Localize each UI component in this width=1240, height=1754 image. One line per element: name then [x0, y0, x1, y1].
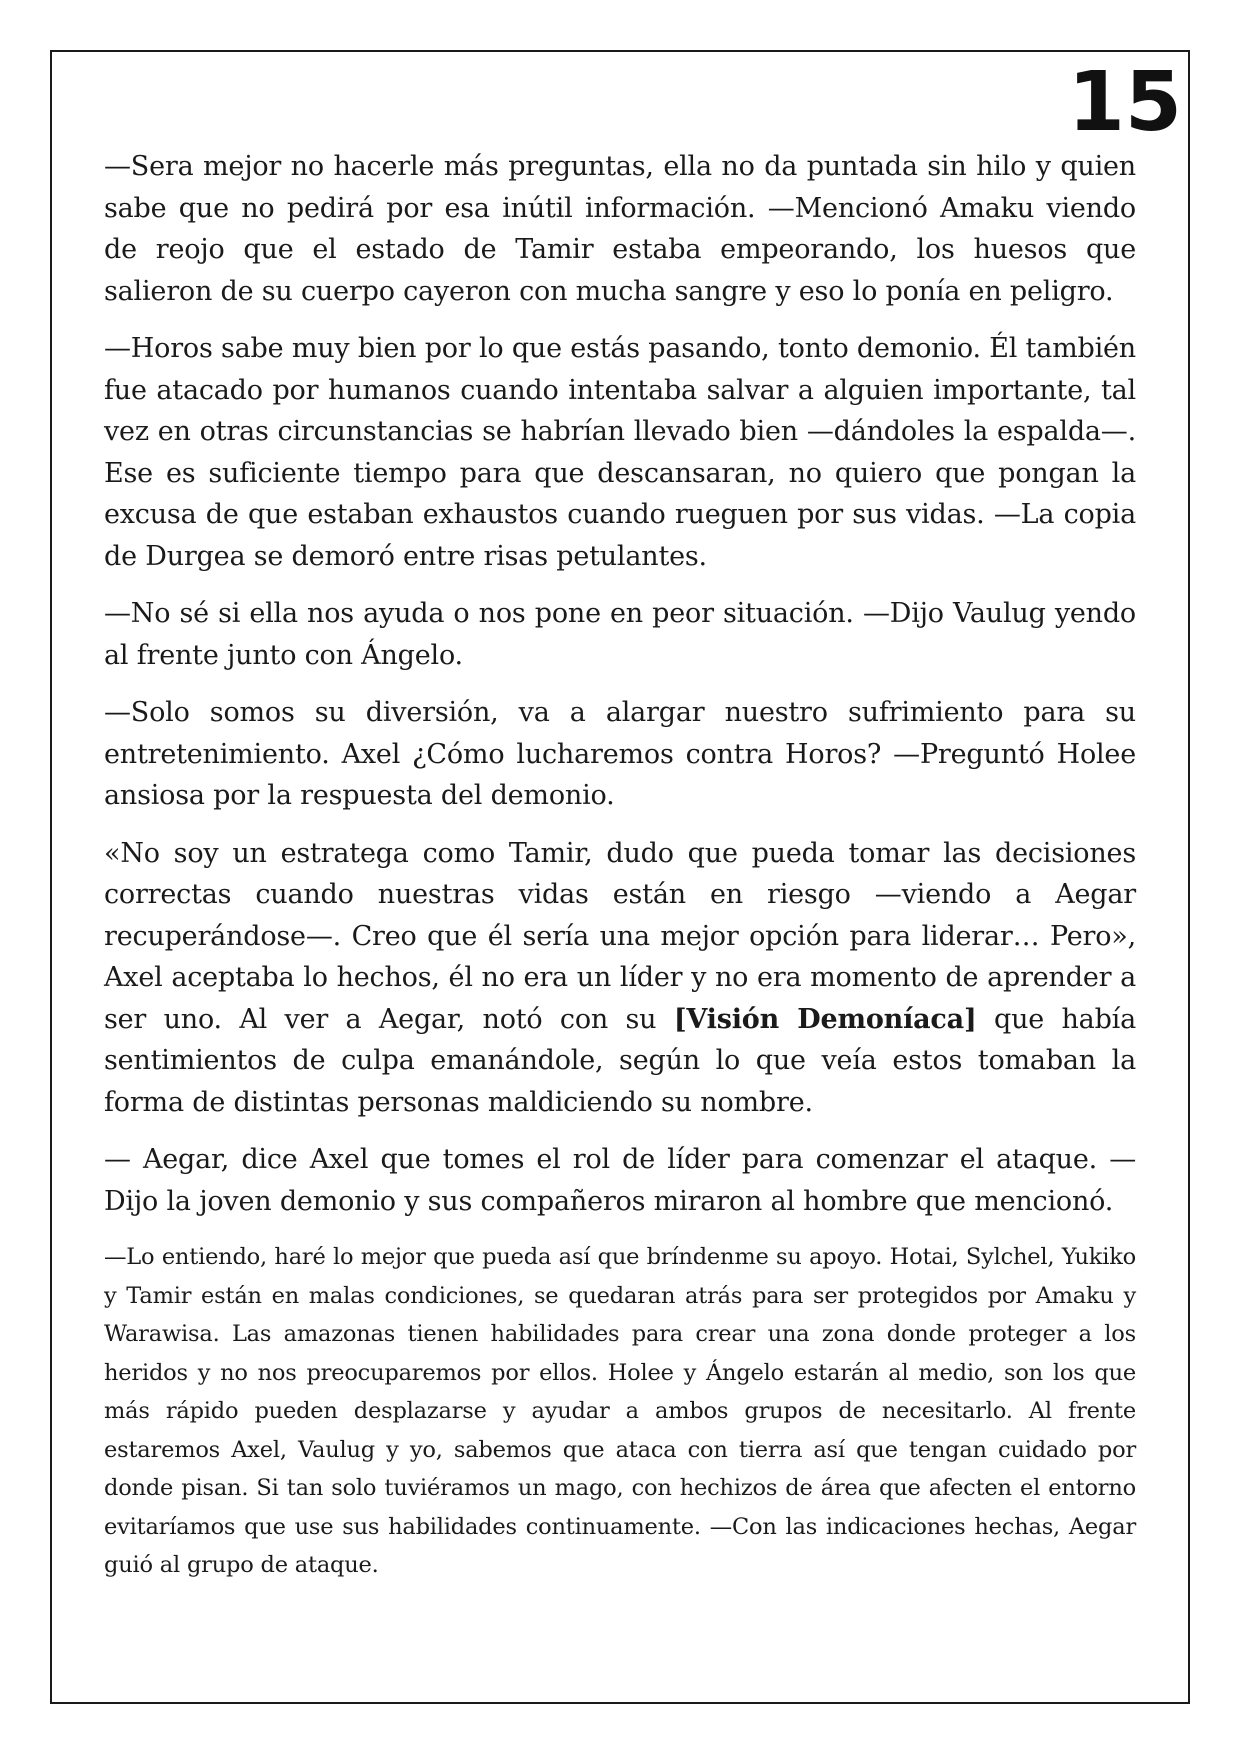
paragraph-5-text-before: «No soy un estratega como Tamir, dudo que pueda tomar las decisiones correctas cuando nuestras vidas están en riesgo —viendo a Aegar recuperándose—. Creo que él sería una mejor opción para liderar… Pero», Axel aceptaba lo hechos, él no era un líder y no era momento de aprender a ser uno. Al ver a Aegar, notó con su [104, 837, 1136, 1035]
paragraph-1: —Sera mejor no hacerle más preguntas, ella no da puntada sin hilo y quien sabe que no pedirá por esa inútil información. —Mencionó Amaku viendo de reojo que el estado de Tamir estaba empeorando, los huesos que salieron de su cuerpo cayeron con mucha sangre y eso lo ponía en peligro. [104, 151, 1136, 307]
paragraph-5-text-after: que había sentimientos de culpa emanándole, según lo que veía estos tomaban la forma de distintas personas maldiciendo su nombre. [104, 1003, 1136, 1118]
paragraph-6: — Aegar, dice Axel que tomes el rol de líder para comenzar el ataque. —Dijo la joven demonio y sus compañeros miraron al hombre que mencionó. [104, 1144, 1136, 1217]
paragraph-5-bold-term: [Visión Demoníaca] [673, 1003, 977, 1035]
text-body [104, 146, 1136, 1601]
paragraph-4: —Solo somos su diversión, va a alargar nuestro sufrimiento para su entretenimiento. Axel ¿Cómo lucharemos contra Horos? —Preguntó Holee ansiosa por la respuesta del demonio. [104, 697, 1136, 811]
paragraph-7: —Lo entiendo, haré lo mejor que pueda así que bríndenme su apoyo. Hotai, Sylchel, Yukiko y Tamir están en malas condiciones, se quedaran atrás para ser protegidos por Amaku y Warawisa. Las amazonas tienen habilidades para crear una zona donde proteger a los heridos y no nos preocuparemos por ellos. Holee y Ángelo estarán al medio, son los que más rápido pueden desplazarse y ayudar a ambos grupos de necesitarlo. Al frente estaremos Axel, Vaulug y yo, sabemos que ataca con tierra así que tengan cuidado por donde pisan. Si tan solo tuviéramos un mago, con hechizos de área que afecten el entorno evitaríamos que use sus habilidades continuamente. —Con las indicaciones hechas, Aegar guió al grupo de ataque. [104, 1244, 1136, 1578]
paragraph-3: —No sé si ella nos ayuda o nos pone en peor situación. —Dijo Vaulug yendo al frente junto con Ángelo. [104, 598, 1136, 671]
paragraph-2: —Horos sabe muy bien por lo que estás pasando, tonto demonio. Él también fue atacado por humanos cuando intentaba salvar a alguien importante, tal vez en otras circunstancias se habrían llevado bien —dándoles la espalda—. Ese es suficiente tiempo para que descansaran, no quiero que pongan la excusa de que estaban exhaustos cuando rueguen por sus vidas. —La copia de Durgea se demoró entre risas petulantes. [104, 333, 1136, 572]
paragraph-5 [104, 833, 1136, 1124]
page-number: 15 [1067, 55, 1182, 150]
